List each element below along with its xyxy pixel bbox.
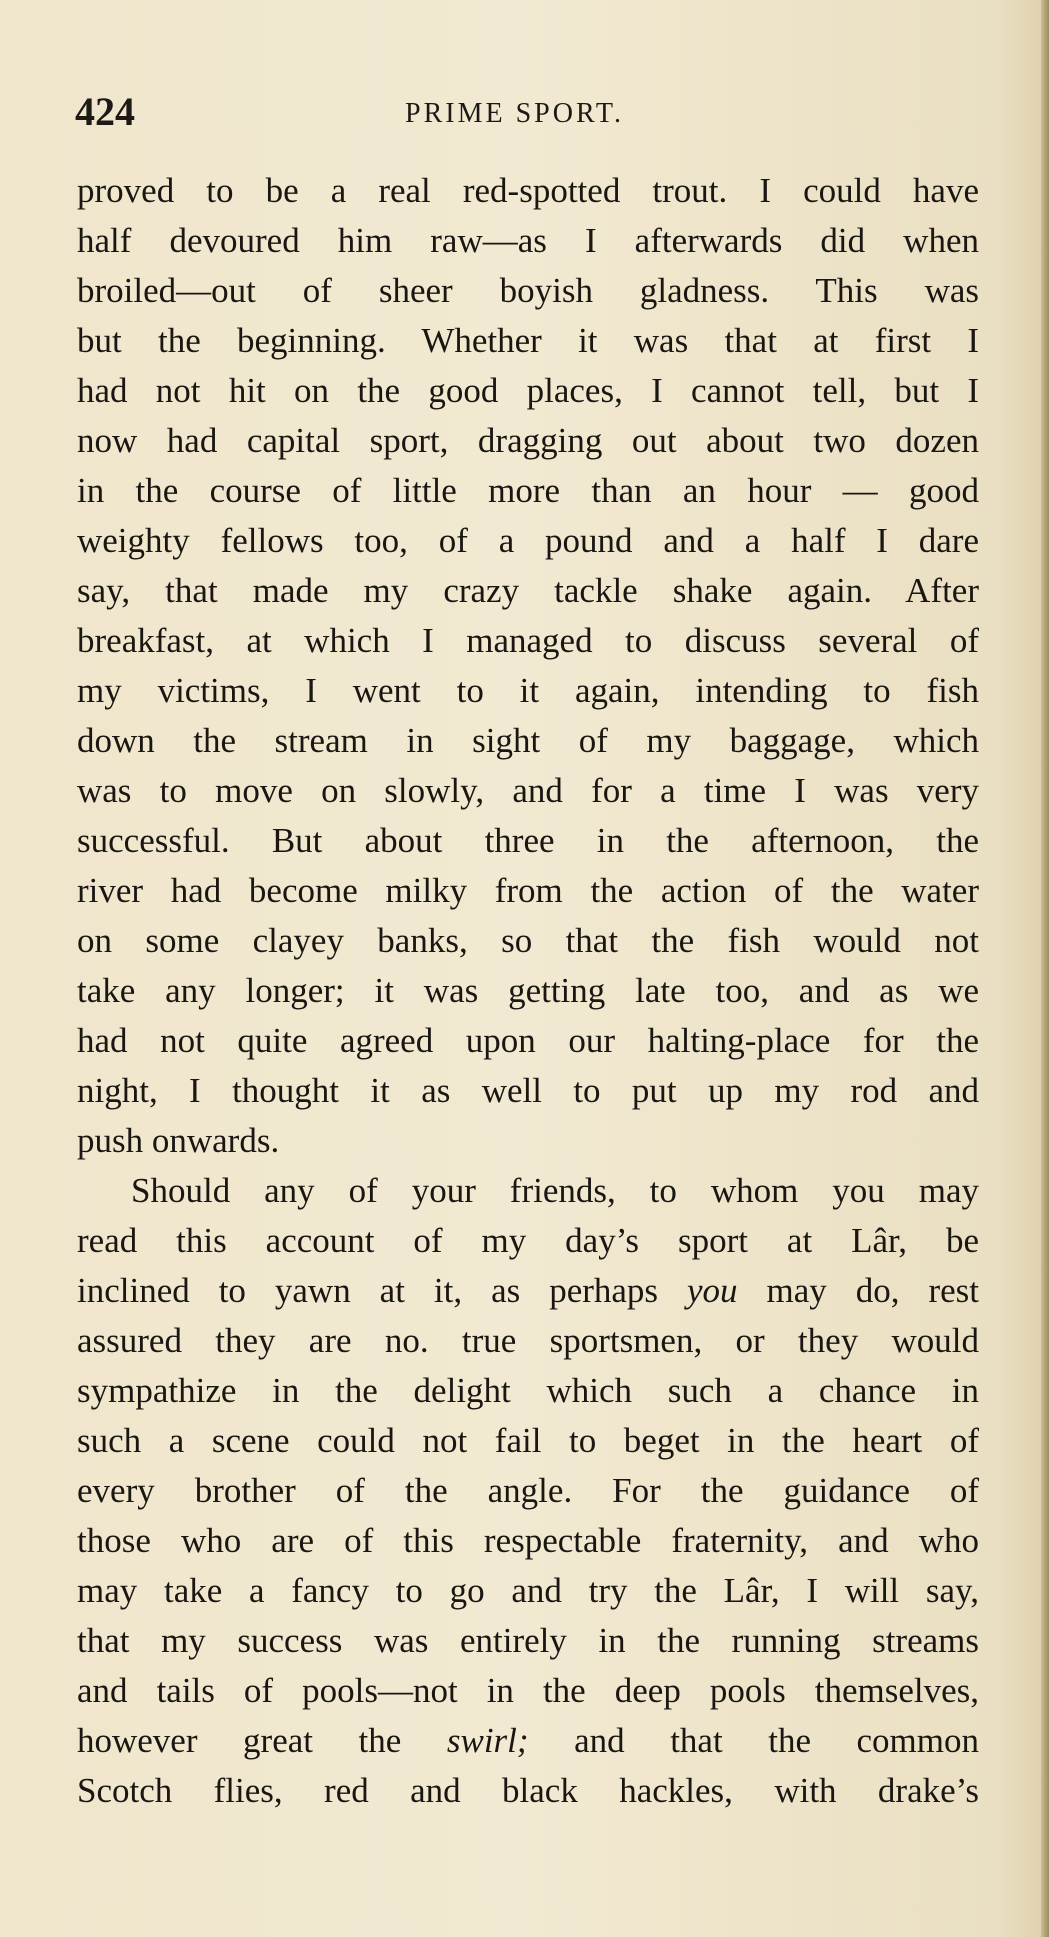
page-header xyxy=(75,89,959,134)
text-line: Scotch flies, red and black hackles, with drake’s xyxy=(77,1771,979,1810)
text-line: every brother of the angle. For the guidance of xyxy=(77,1471,979,1510)
text-line: sympathize in the delight which such a chance in xyxy=(77,1371,979,1410)
text-line: successful. But about three in the afternoon, the xyxy=(77,821,979,860)
text-line: say, that made my crazy tackle shake again. After xyxy=(77,571,979,610)
text-line: now had capital sport, dragging out about two dozen xyxy=(77,421,979,460)
page-edge xyxy=(1041,0,1049,1937)
text-line: down the stream in sight of my baggage, which xyxy=(77,721,979,760)
text-line: proved to be a real red-spotted trout. I could have xyxy=(77,171,979,210)
text-line: weighty fellows too, of a pound and a half I dare xyxy=(77,521,979,560)
text-line: may take a fancy to go and try the Lâr, I will say, xyxy=(77,1571,979,1610)
body-text xyxy=(77,166,979,1816)
text-line: was to move on slowly, and for a time I was very xyxy=(77,771,979,810)
text-segment: inclined to yawn at it, as perhaps xyxy=(77,1271,659,1310)
text-line: river had become milky from the action of the water xyxy=(77,871,979,910)
paragraph-last-line: push onwards. xyxy=(77,1121,280,1160)
text-line: night, I thought it as well to put up my rod and xyxy=(77,1071,979,1110)
running-head: PRIME SPORT. xyxy=(405,98,624,129)
text-line: read this account of my day’s sport at Lâr, be xyxy=(77,1221,979,1260)
text-line: broiled—out of sheer boyish gladness. This was xyxy=(77,271,979,310)
text-line: my victims, I went to it again, intending to fish xyxy=(77,671,979,710)
text-line-with-italic xyxy=(77,1716,979,1766)
text-segment: may do, rest xyxy=(766,1271,980,1310)
text-line: that my success was entirely in the running streams xyxy=(77,1621,979,1660)
text-line: in the course of little more than an hour — good xyxy=(77,471,979,510)
page-number: 424 xyxy=(75,89,135,134)
text-line: had not hit on the good places, I cannot tell, but I xyxy=(77,371,979,410)
text-line: had not quite agreed upon our halting-place for the xyxy=(77,1021,979,1060)
text-line: assured they are no. true sportsmen, or they would xyxy=(77,1321,979,1360)
italic-word: you xyxy=(687,1271,738,1310)
text-line: those who are of this respectable fraternity, and who xyxy=(77,1521,979,1560)
text-line: and tails of pools—not in the deep pools themselves, xyxy=(77,1671,979,1710)
italic-word: swirl; xyxy=(446,1721,529,1760)
text-line-with-italic xyxy=(77,1266,979,1316)
paragraph-first-line: Should any of your friends, to whom you may xyxy=(131,1171,979,1210)
text-line: take any longer; it was getting late too, and as we xyxy=(77,971,979,1010)
text-line: on some clayey banks, so that the fish would not xyxy=(77,921,979,960)
text-line: half devoured him raw—as I afterwards did when xyxy=(77,221,979,260)
text-line: such a scene could not fail to beget in the heart of xyxy=(77,1421,979,1460)
text-line: but the beginning. Whether it was that at first I xyxy=(77,321,979,360)
text-line: breakfast, at which I managed to discuss several of xyxy=(77,621,979,660)
text-segment: however great the xyxy=(77,1721,402,1760)
text-segment: and that the common xyxy=(574,1721,980,1760)
